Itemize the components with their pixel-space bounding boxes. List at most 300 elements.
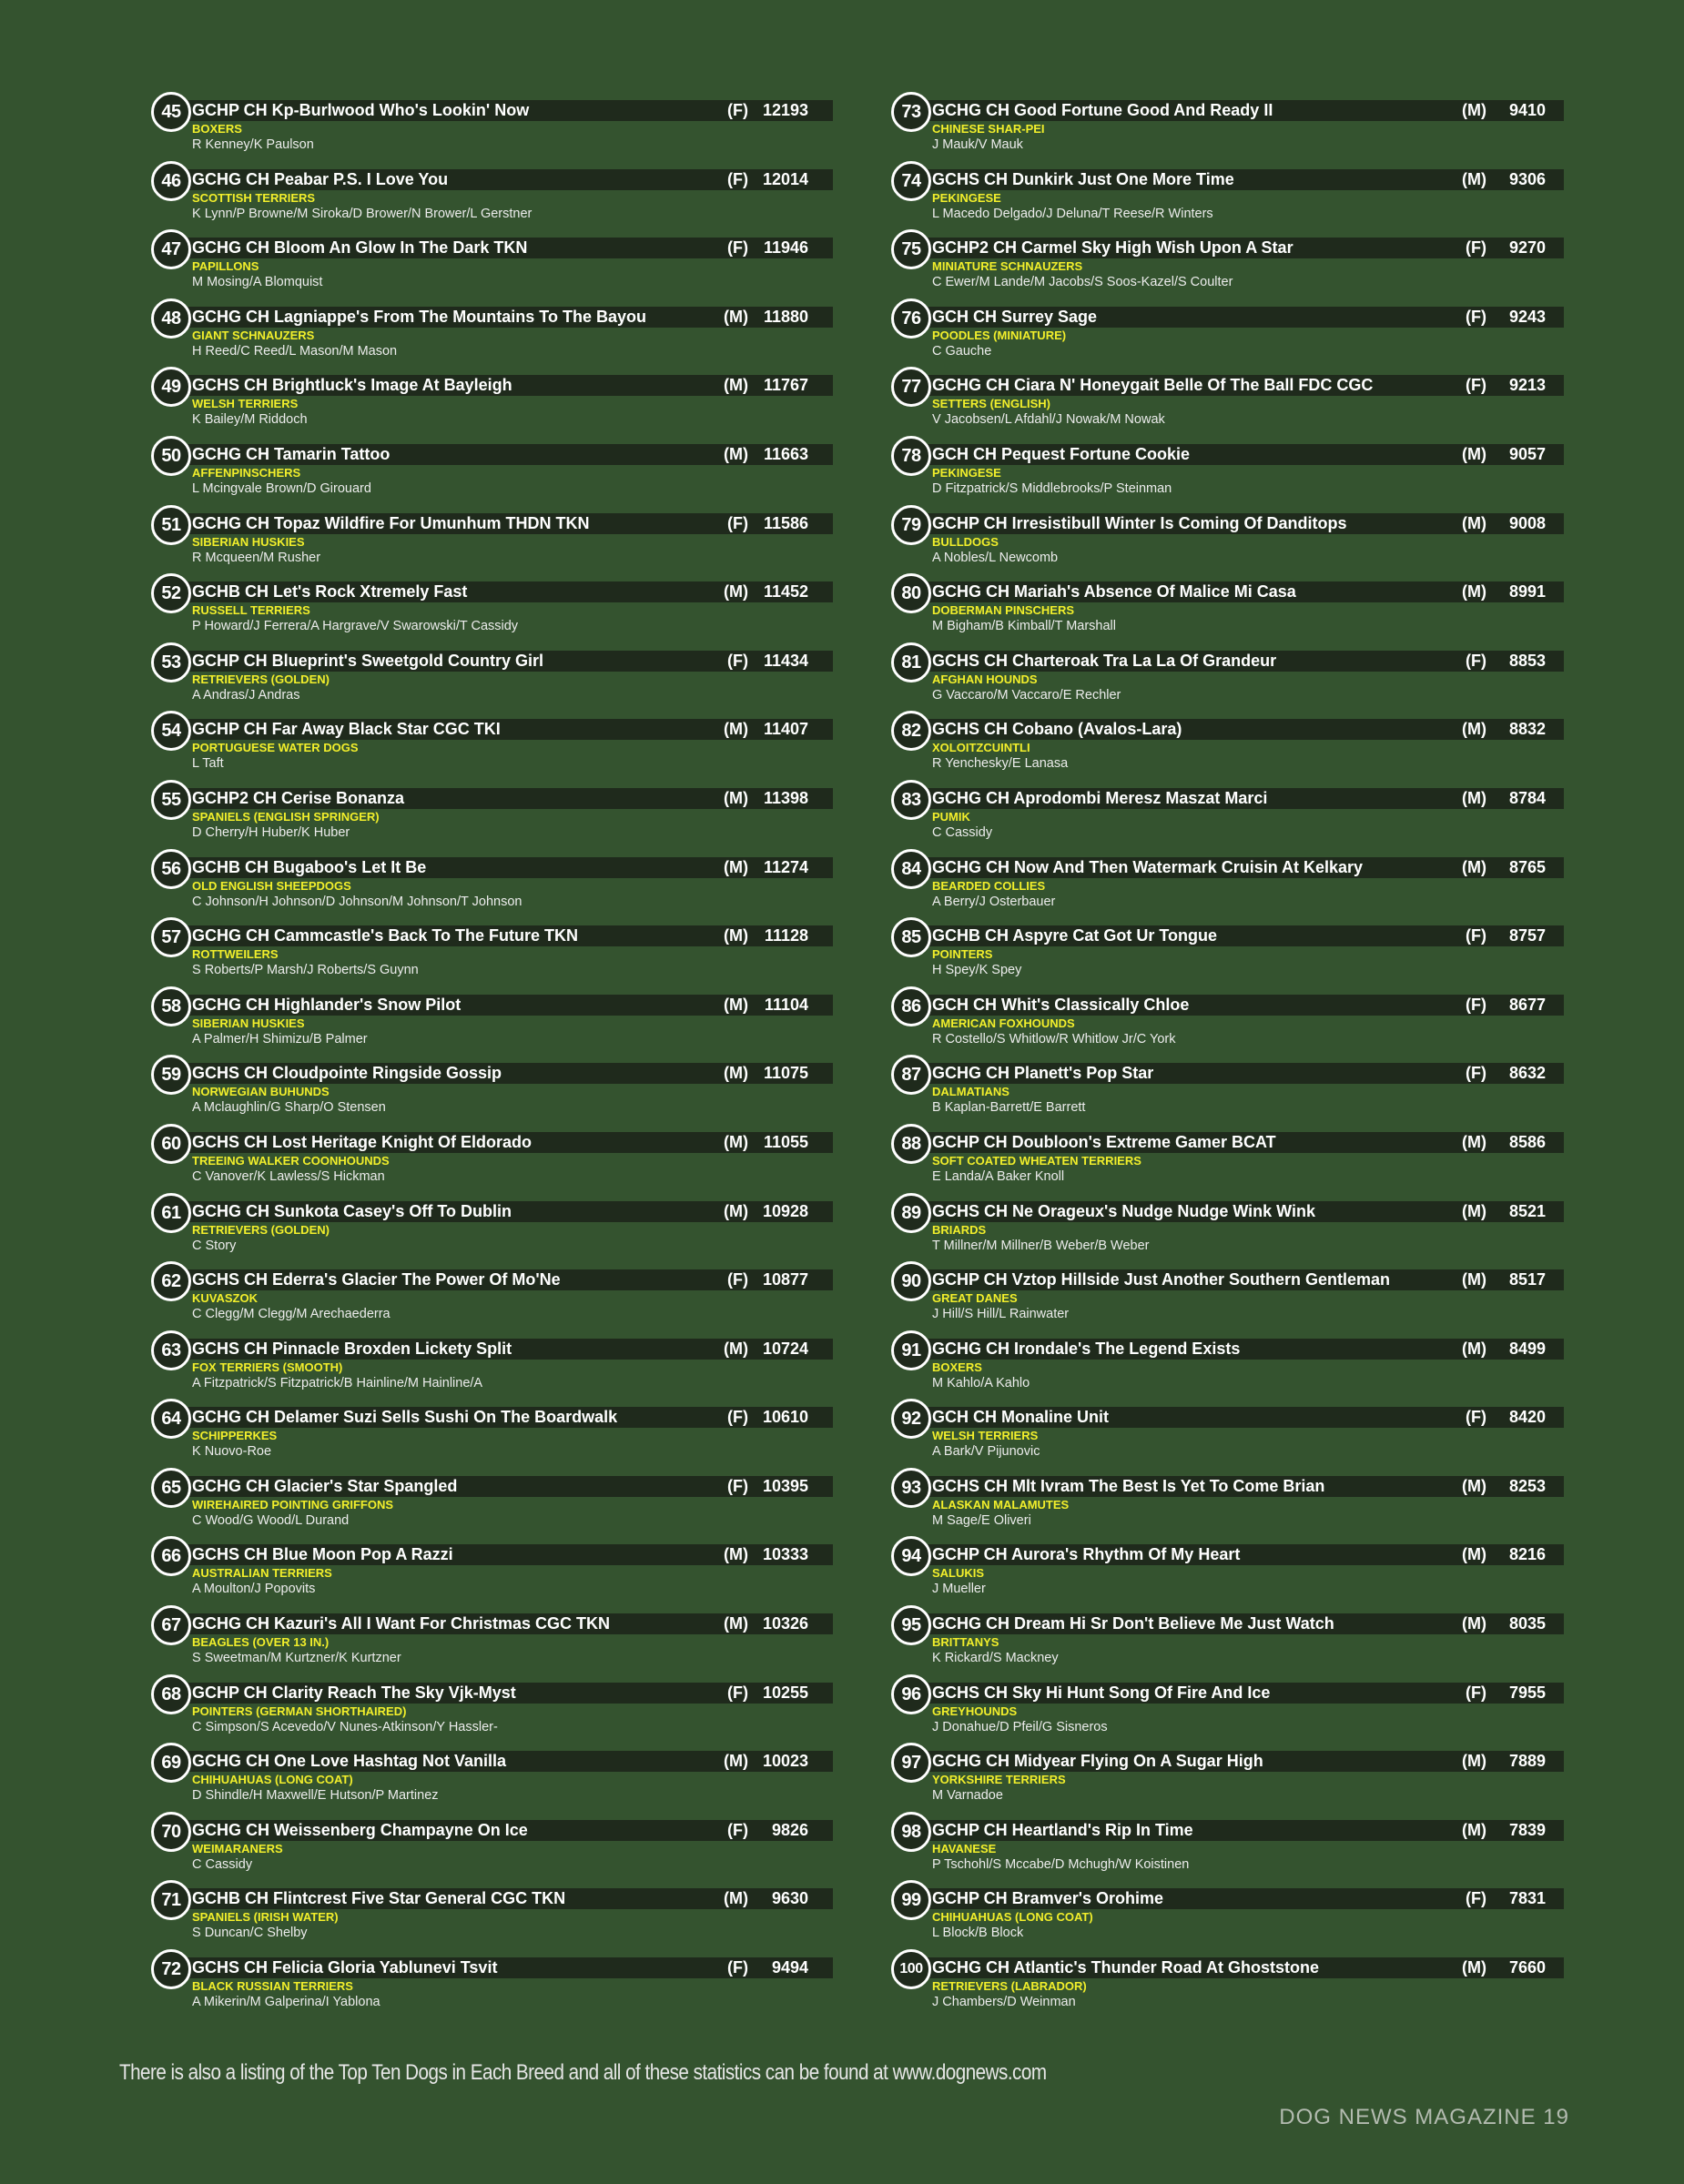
dog-breed: BEARDED COLLIES <box>932 878 1046 893</box>
dog-name: GCHB CH Bugaboo's Let It Be <box>192 857 427 876</box>
dog-points: 10877 <box>762 1270 808 1289</box>
dog-owners: J Chambers/D Weinman <box>932 1995 1076 2010</box>
dog-sex: (M) <box>724 1752 748 1771</box>
rank-badge: 96 <box>891 1674 931 1714</box>
dog-sex: (F) <box>727 1408 748 1427</box>
dog-owners: A Bark/V Pijunovic <box>932 1444 1040 1460</box>
dog-sex: (F) <box>1466 376 1486 395</box>
rank-badge: 90 <box>891 1261 931 1301</box>
ranking-entry <box>146 367 833 436</box>
dog-points: 8832 <box>1508 720 1546 739</box>
dog-owners: H Reed/C Reed/L Mason/M Mason <box>192 343 398 359</box>
dog-points: 8677 <box>1508 995 1546 1014</box>
dog-breed: RETRIEVERS (GOLDEN) <box>192 672 330 686</box>
dog-name: GCHG CH Planett's Pop Star <box>932 1064 1154 1083</box>
rank-badge: 99 <box>891 1880 931 1920</box>
dog-owners: L Macedo Delgado/J Deluna/T Reese/R Winters <box>932 206 1213 221</box>
dog-breed: RETRIEVERS (GOLDEN) <box>192 1222 330 1237</box>
rank-badge: 69 <box>151 1743 191 1783</box>
rank-badge: 79 <box>891 505 931 545</box>
dog-breed: YORKSHIRE TERRIERS <box>932 1773 1066 1787</box>
dog-owners: L Taft <box>192 756 224 772</box>
dog-name: GCHS CH Cobano (Avalos-Lara) <box>932 720 1182 739</box>
dog-points: 12014 <box>762 169 808 188</box>
dog-name: GCHP CH Blueprint's Sweetgold Country Girl <box>192 651 543 670</box>
ranking-entry <box>146 1468 833 1537</box>
rank-badge: 65 <box>151 1468 191 1508</box>
dog-sex: (M) <box>724 1545 748 1564</box>
ranking-entry <box>146 1261 833 1330</box>
dog-breed: BLACK RUSSIAN TERRIERS <box>192 1979 353 1994</box>
dog-breed: DOBERMAN PINSCHERS <box>932 603 1075 618</box>
dog-points: 10333 <box>762 1545 808 1564</box>
dog-breed: WEIMARANERS <box>192 1841 283 1855</box>
dog-name: GCHG CH Now And Then Watermark Cruisin At Kelkary <box>932 857 1364 876</box>
dog-owners: J Mueller <box>932 1582 986 1597</box>
dog-sex: (M) <box>724 444 748 463</box>
dog-points: 9008 <box>1508 513 1546 532</box>
dog-points: 9270 <box>1508 238 1546 258</box>
dog-points: 7831 <box>1508 1889 1546 1908</box>
rank-badge: 62 <box>151 1261 191 1301</box>
ranking-entry <box>146 573 833 642</box>
dog-sex: (F) <box>727 651 748 670</box>
dog-name: GCHB CH Flintcrest Five Star General CGC TKN <box>192 1889 566 1908</box>
dog-name: GCHG CH Dream Hi Sr Don't Believe Me Just Watch <box>932 1614 1334 1633</box>
dog-sex: (M) <box>724 582 748 602</box>
dog-points: 8216 <box>1508 1545 1546 1564</box>
dog-sex: (F) <box>1466 1408 1486 1427</box>
dog-sex: (F) <box>727 513 748 532</box>
dog-name: GCHG CH Bloom An Glow In The Dark TKN <box>192 238 528 258</box>
dog-points: 8035 <box>1508 1614 1546 1633</box>
dog-owners: L Mcingvale Brown/D Girouard <box>192 480 371 496</box>
dog-sex: (F) <box>727 1820 748 1839</box>
ranking-entry <box>886 505 1564 574</box>
dog-name: GCHS CH Ederra's Glacier The Power Of Mo'Ne <box>192 1270 561 1289</box>
dog-name: GCHP CH Irresistibull Winter Is Coming Of Danditops <box>932 513 1347 532</box>
dog-name: GCHS CH Pinnacle Broxden Lickety Split <box>192 1339 512 1358</box>
ranking-entry <box>146 229 833 298</box>
dog-owners: M Sage/E Oliveri <box>932 1512 1031 1528</box>
dog-breed: NORWEGIAN BUHUNDS <box>192 1085 330 1099</box>
dog-owners: E Landa/A Baker Knoll <box>932 1168 1065 1184</box>
dog-breed: OLD ENGLISH SHEEPDOGS <box>192 878 351 893</box>
ranking-entry <box>886 298 1564 368</box>
ranking-entry <box>886 1674 1564 1744</box>
dog-points: 10610 <box>762 1408 808 1427</box>
dog-name: GCHS CH Blue Moon Pop A Razzi <box>192 1545 453 1564</box>
ranking-entry <box>886 436 1564 505</box>
dog-sex: (M) <box>1462 1545 1486 1564</box>
dog-owners: M Bigham/B Kimball/T Marshall <box>932 619 1116 634</box>
ranking-entry <box>146 642 833 712</box>
dog-points: 8757 <box>1508 926 1546 945</box>
dog-name: GCHG CH Atlantic's Thunder Road At Ghoststone <box>932 1958 1319 1977</box>
dog-name: GCHB CH Let's Rock Xtremely Fast <box>192 582 468 602</box>
dog-breed: SOFT COATED WHEATEN TERRIERS <box>932 1153 1141 1168</box>
ranking-entry <box>146 1536 833 1605</box>
rank-badge: 89 <box>891 1193 931 1233</box>
dog-owners: A Andras/J Andras <box>192 687 300 703</box>
rank-badge: 94 <box>891 1536 931 1576</box>
dog-owners: R Kenney/K Paulson <box>192 137 314 152</box>
ranking-entry <box>886 1330 1564 1400</box>
rank-badge: 56 <box>151 849 191 889</box>
left-column <box>146 92 833 2018</box>
dog-owners: M Varnadoe <box>932 1788 1003 1804</box>
ranking-entry <box>146 711 833 780</box>
dog-sex: (F) <box>1466 651 1486 670</box>
dog-name: GCHP2 CH Carmel Sky High Wish Upon A Star <box>932 238 1293 258</box>
dog-points: 7660 <box>1508 1958 1546 1977</box>
dog-points: 9243 <box>1508 307 1546 326</box>
dog-breed: POINTERS <box>932 947 993 962</box>
dog-breed: XOLOITZCUINTLI <box>932 741 1030 755</box>
dog-sex: (F) <box>727 169 748 188</box>
dog-name: GCHP CH Clarity Reach The Sky Vjk-Myst <box>192 1683 516 1702</box>
dog-name: GCHP2 CH Cerise Bonanza <box>192 788 405 807</box>
dog-points: 11398 <box>763 788 808 807</box>
dog-breed: AUSTRALIAN TERRIERS <box>192 1566 332 1581</box>
dog-breed: AMERICAN FOXHOUNDS <box>932 1016 1075 1030</box>
dog-owners: C Wood/G Wood/L Durand <box>192 1512 350 1528</box>
ranking-entry <box>886 1880 1564 1949</box>
dog-sex: (M) <box>724 307 748 326</box>
dog-points: 7889 <box>1508 1752 1546 1771</box>
dog-owners: A Berry/J Osterbauer <box>932 894 1056 909</box>
dog-points: 9494 <box>771 1958 808 1977</box>
dog-breed: SCOTTISH TERRIERS <box>192 190 316 205</box>
dog-points: 8420 <box>1508 1408 1546 1427</box>
dog-owners: R Yenchesky/E Lanasa <box>932 756 1069 772</box>
dog-breed: POODLES (MINIATURE) <box>932 328 1067 342</box>
ranking-entry <box>146 849 833 918</box>
dog-owners: C Cassidy <box>192 1856 253 1872</box>
dog-points: 8784 <box>1508 788 1546 807</box>
dog-owners: C Simpson/S Acevedo/V Nunes-Atkinson/Y Hassler- <box>192 1719 498 1734</box>
dog-name: GCHG CH Tamarin Tattoo <box>192 444 391 463</box>
dog-points: 7955 <box>1508 1683 1546 1702</box>
dog-name: GCHS CH Charteroak Tra La La Of Grandeur <box>932 651 1277 670</box>
dog-breed: PEKINGESE <box>932 465 1001 480</box>
ranking-entry <box>886 1949 1564 2018</box>
right-column <box>886 92 1564 2018</box>
dog-sex: (F) <box>1466 307 1486 326</box>
dog-sex: (M) <box>1462 1820 1486 1839</box>
rank-badge: 84 <box>891 849 931 889</box>
rank-badge: 61 <box>151 1193 191 1233</box>
rank-badge: 76 <box>891 298 931 339</box>
dog-name: GCHP CH Bramver's Orohime <box>932 1889 1164 1908</box>
dog-breed: AFFENPINSCHERS <box>192 465 301 480</box>
rank-badge: 53 <box>151 642 191 682</box>
dog-sex: (M) <box>724 720 748 739</box>
dog-sex: (M) <box>1462 1958 1486 1977</box>
dog-name: GCHG CH Mariah's Absence Of Malice Mi Casa <box>932 582 1296 602</box>
dog-owners: V Jacobsen/L Afdahl/J Nowak/M Nowak <box>932 412 1165 428</box>
dog-breed: CHINESE SHAR-PEI <box>932 122 1045 136</box>
dog-points: 11880 <box>763 307 808 326</box>
ranking-entry <box>146 917 833 986</box>
rank-badge: 92 <box>891 1399 931 1439</box>
dog-breed: ALASKAN MALAMUTES <box>932 1497 1070 1512</box>
ranking-entry <box>886 1399 1564 1468</box>
dog-name: GCHP CH Vztop Hillside Just Another Southern Gentleman <box>932 1270 1391 1289</box>
rank-badge: 91 <box>891 1330 931 1370</box>
dog-points: 11586 <box>763 513 808 532</box>
dog-owners: C Vanover/K Lawless/S Hickman <box>192 1168 385 1184</box>
dog-breed: GREYHOUNDS <box>932 1704 1018 1718</box>
dog-sex: (M) <box>1462 1201 1486 1220</box>
dog-points: 10326 <box>762 1614 808 1633</box>
dog-name: GCHG CH Highlander's Snow Pilot <box>192 995 462 1014</box>
dog-sex: (M) <box>724 1889 748 1908</box>
rank-badge: 71 <box>151 1880 191 1920</box>
ranking-entry <box>886 1124 1564 1193</box>
dog-name: GCHG CH Lagniappe's From The Mountains To The Bayou <box>192 307 646 326</box>
dog-breed: PEKINGESE <box>932 190 1001 205</box>
dog-sex: (M) <box>724 1614 748 1633</box>
dog-sex: (M) <box>1462 720 1486 739</box>
rank-badge: 54 <box>151 711 191 751</box>
dog-breed: SPANIELS (IRISH WATER) <box>192 1910 339 1925</box>
dog-points: 11274 <box>763 857 808 876</box>
dog-breed: CHIHUAHUAS (LONG COAT) <box>192 1773 353 1787</box>
dog-owners: P Tschohl/S Mccabe/D Mchugh/W Koistinen <box>932 1856 1190 1872</box>
dog-owners: J Hill/S Hill/L Rainwater <box>932 1307 1070 1322</box>
dog-owners: C Clegg/M Clegg/M Arechaederra <box>192 1307 391 1322</box>
rank-badge: 95 <box>891 1605 931 1645</box>
dog-points: 8253 <box>1508 1476 1546 1495</box>
dog-breed: RETRIEVERS (LABRADOR) <box>932 1979 1087 1994</box>
dog-name: GCHP CH Doubloon's Extreme Gamer BCAT <box>932 1132 1276 1151</box>
dog-owners: C Gauche <box>932 343 992 359</box>
dog-breed: GREAT DANES <box>932 1291 1018 1306</box>
dog-owners: J Donahue/D Pfeil/G Sisneros <box>932 1719 1108 1734</box>
dog-sex: (F) <box>1466 1683 1486 1702</box>
rank-badge: 85 <box>891 917 931 957</box>
rank-badge: 46 <box>151 161 191 201</box>
dog-breed: WELSH TERRIERS <box>932 1429 1039 1443</box>
ranking-entry <box>886 1193 1564 1262</box>
dog-points: 11452 <box>763 582 808 602</box>
dog-name: GCH CH Monaline Unit <box>932 1408 1109 1427</box>
dog-name: GCHS CH Mlt Ivram The Best Is Yet To Come Brian <box>932 1476 1325 1495</box>
dog-name: GCHS CH Ne Orageux's Nudge Nudge Wink Wink <box>932 1201 1316 1220</box>
dog-owners: A Fitzpatrick/S Fitzpatrick/B Hainline/M Hainline/A <box>192 1375 483 1390</box>
dog-sex: (M) <box>1462 1270 1486 1289</box>
dog-points: 9057 <box>1508 444 1546 463</box>
dog-sex: (M) <box>1462 1132 1486 1151</box>
dog-sex: (M) <box>1462 1476 1486 1495</box>
dog-name: GCHP CH Aurora's Rhythm Of My Heart <box>932 1545 1241 1564</box>
dog-points: 10724 <box>762 1339 808 1358</box>
dog-breed: WELSH TERRIERS <box>192 397 299 411</box>
dog-owners: S Sweetman/M Kurtzner/K Kurtzner <box>192 1651 401 1666</box>
dog-sex: (F) <box>1466 1889 1486 1908</box>
dog-owners: T Millner/M Millner/B Weber/B Weber <box>932 1238 1150 1253</box>
dog-name: GCH CH Pequest Fortune Cookie <box>932 444 1191 463</box>
ranking-entry <box>146 436 833 505</box>
dog-breed: SIBERIAN HUSKIES <box>192 1016 305 1030</box>
dog-name: GCH CH Surrey Sage <box>932 307 1098 326</box>
ranking-entry <box>886 367 1564 436</box>
ranking-entry <box>886 92 1564 161</box>
ranking-entry <box>886 1468 1564 1537</box>
dog-name: GCHG CH Aprodombi Meresz Maszat Marci <box>932 788 1268 807</box>
dog-sex: (F) <box>727 1958 748 1977</box>
dog-name: GCHS CH Brightluck's Image At Bayleigh <box>192 376 512 395</box>
dog-name: GCHG CH Cammcastle's Back To The Future TKN <box>192 926 579 945</box>
dog-breed: WIREHAIRED POINTING GRIFFONS <box>192 1497 393 1512</box>
dog-sex: (F) <box>727 1270 748 1289</box>
dog-sex: (M) <box>724 788 748 807</box>
dog-breed: SALUKIS <box>932 1566 985 1581</box>
dog-sex: (F) <box>1466 1064 1486 1083</box>
dog-points: 11407 <box>763 720 808 739</box>
dog-breed: AFGHAN HOUNDS <box>932 672 1038 686</box>
ranking-entry <box>146 92 833 161</box>
dog-points: 8499 <box>1508 1339 1546 1358</box>
dog-name: GCHS CH Lost Heritage Knight Of Eldorado <box>192 1132 533 1151</box>
ranking-entry <box>146 1812 833 1881</box>
ranking-entry <box>146 1880 833 1949</box>
dog-name: GCHP CH Kp-Burlwood Who's Lookin' Now <box>192 101 530 119</box>
dog-breed: SETTERS (ENGLISH) <box>932 397 1051 411</box>
dog-sex: (M) <box>1462 101 1486 119</box>
dog-breed: TREEING WALKER COONHOUNDS <box>192 1153 390 1168</box>
rank-badge: 49 <box>151 367 191 407</box>
dog-name: GCHS CH Sky Hi Hunt Song Of Fire And Ice <box>932 1683 1271 1702</box>
dog-owners: S Roberts/P Marsh/J Roberts/S Guynn <box>192 963 419 978</box>
dog-sex: (M) <box>1462 857 1486 876</box>
dog-points: 9306 <box>1508 169 1546 188</box>
dog-points: 11075 <box>763 1064 808 1083</box>
ranking-entry <box>146 1949 833 2018</box>
dog-breed: PAPILLONS <box>192 259 259 274</box>
dog-sex: (F) <box>1466 995 1486 1014</box>
rank-badge: 55 <box>151 780 191 820</box>
dog-points: 11104 <box>764 995 808 1014</box>
dog-owners: K Nuovo-Roe <box>192 1444 272 1460</box>
dog-owners: A Mikerin/M Galperina/I Yablona <box>192 1995 380 2010</box>
rank-badge: 87 <box>891 1055 931 1095</box>
dog-name: GCH CH Whit's Classically Chloe <box>932 995 1190 1014</box>
footer-note: There is also a listing of the Top Ten Dogs in Each Breed and all of these statistics can be found at www.dognews.com <box>119 2060 1047 2085</box>
dog-owners: A Nobles/L Newcomb <box>932 550 1059 565</box>
dog-points: 8765 <box>1508 857 1546 876</box>
ranking-entry <box>146 1605 833 1674</box>
dog-points: 8521 <box>1508 1201 1546 1220</box>
dog-owners: H Spey/K Spey <box>932 963 1022 978</box>
rank-badge: 68 <box>151 1674 191 1714</box>
magazine-page-label: DOG NEWS MAGAZINE 19 <box>1279 2105 1569 2129</box>
dog-sex: (F) <box>1466 926 1486 945</box>
dog-sex: (M) <box>1462 582 1486 602</box>
dog-points: 10023 <box>762 1752 808 1771</box>
dog-sex: (M) <box>724 995 748 1014</box>
dog-points: 12193 <box>762 101 808 119</box>
dog-breed: BRITTANYS <box>932 1635 999 1650</box>
dog-breed: ROTTWEILERS <box>192 947 279 962</box>
dog-name: GCHG CH Midyear Flying On A Sugar High <box>932 1752 1263 1771</box>
ranking-entry <box>886 1261 1564 1330</box>
rank-badge: 86 <box>891 986 931 1026</box>
dog-sex: (M) <box>1462 1614 1486 1633</box>
dog-points: 11946 <box>763 238 808 258</box>
rank-badge: 48 <box>151 298 191 339</box>
dog-points: 8586 <box>1508 1132 1546 1151</box>
ranking-entry <box>146 505 833 574</box>
dog-name: GCHG CH Peabar P.S. I Love You <box>192 169 449 188</box>
ranking-entry <box>146 1674 833 1744</box>
dog-name: GCHG CH Delamer Suzi Sells Sushi On The Boardwalk <box>192 1408 618 1427</box>
dog-name: GCHS CH Felicia Gloria Yablunevi Tsvit <box>192 1958 498 1977</box>
dog-owners: K Lynn/P Browne/M Siroka/D Brower/N Brower/L Gerstner <box>192 206 533 221</box>
dog-points: 11128 <box>764 926 808 945</box>
dog-sex: (F) <box>727 1476 748 1495</box>
dog-breed: HAVANESE <box>932 1841 997 1855</box>
ranking-entry <box>886 1536 1564 1605</box>
rank-badge: 58 <box>151 986 191 1026</box>
dog-sex: (M) <box>1462 169 1486 188</box>
rank-badge: 82 <box>891 711 931 751</box>
dog-sex: (M) <box>724 1132 748 1151</box>
ranking-entry <box>146 1193 833 1262</box>
dog-breed: PORTUGUESE WATER DOGS <box>192 741 359 755</box>
dog-breed: BOXERS <box>932 1360 982 1374</box>
ranking-entry <box>886 1743 1564 1812</box>
ranking-entry <box>886 711 1564 780</box>
dog-sex: (M) <box>724 1339 748 1358</box>
dog-owners: M Kahlo/A Kahlo <box>932 1375 1030 1390</box>
dog-points: 7839 <box>1508 1820 1546 1839</box>
dog-breed: BRIARDS <box>932 1222 987 1237</box>
dog-sex: (M) <box>1462 513 1486 532</box>
dog-breed: FOX TERRIERS (SMOOTH) <box>192 1360 343 1374</box>
ranking-entry <box>146 161 833 230</box>
rank-badge: 64 <box>151 1399 191 1439</box>
dog-owners: C Story <box>192 1238 237 1253</box>
dog-sex: (M) <box>1462 788 1486 807</box>
dog-name: GCHP CH Heartland's Rip In Time <box>932 1820 1193 1839</box>
dog-sex: (M) <box>1462 1339 1486 1358</box>
rank-badge: 66 <box>151 1536 191 1576</box>
dog-breed: BOXERS <box>192 122 242 136</box>
dog-name: GCHG CH Irondale's The Legend Exists <box>932 1339 1241 1358</box>
dog-points: 10255 <box>762 1683 808 1702</box>
rank-badge: 88 <box>891 1124 931 1164</box>
dog-owners: J Mauk/V Mauk <box>932 137 1023 152</box>
ranking-entry <box>146 1743 833 1812</box>
dog-owners: D Cherry/H Huber/K Huber <box>192 824 350 840</box>
dog-points: 8853 <box>1508 651 1546 670</box>
rank-badge: 75 <box>891 229 931 269</box>
dog-owners: S Duncan/C Shelby <box>192 1926 308 1941</box>
dog-breed: PUMIK <box>932 809 970 824</box>
rank-badge: 83 <box>891 780 931 820</box>
dog-sex: (M) <box>724 376 748 395</box>
dog-name: GCHS CH Dunkirk Just One More Time <box>932 169 1234 188</box>
dog-owners: A Palmer/H Shimizu/B Palmer <box>192 1031 368 1046</box>
dog-name: GCHG CH Sunkota Casey's Off To Dublin <box>192 1201 512 1220</box>
dog-owners: B Kaplan-Barrett/E Barrett <box>932 1100 1086 1116</box>
dog-name: GCHG CH Good Fortune Good And Ready II <box>932 101 1273 119</box>
ranking-entry <box>886 780 1564 849</box>
rank-badge: 52 <box>151 573 191 613</box>
dog-owners: D Fitzpatrick/S Middlebrooks/P Steinman <box>932 480 1172 496</box>
